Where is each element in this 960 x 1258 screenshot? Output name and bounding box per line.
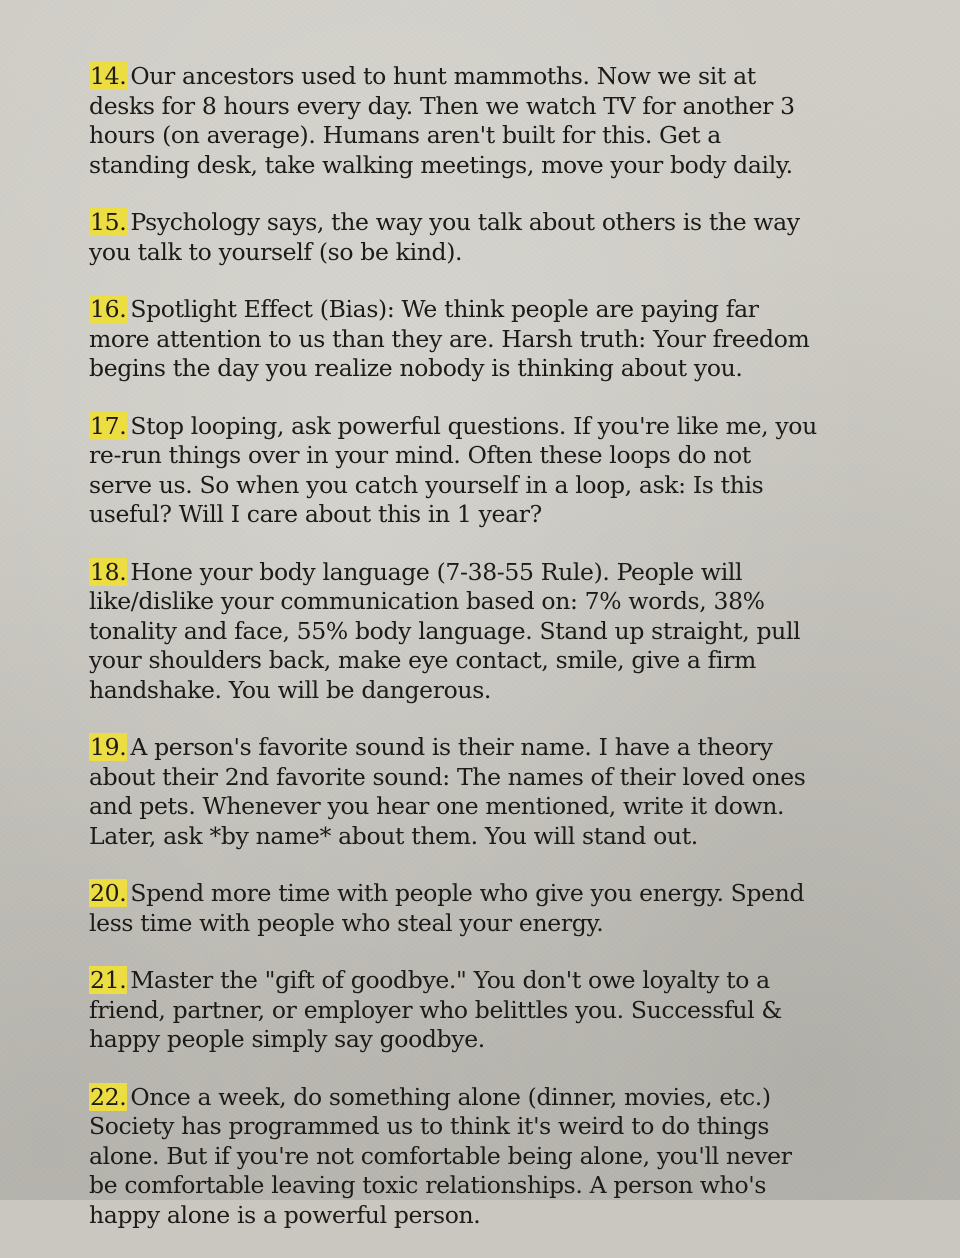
tip-22 [89, 1083, 889, 1231]
tip-line: useful? Will I care about this in 1 year? [89, 500, 542, 528]
tip-line: like/dislike your communication based on: 7% words, 38% [89, 587, 765, 615]
tip-line: 19. A person's favorite sound is their name. I have a theory [90, 733, 773, 761]
tip-line: serve us. So when you catch yourself in a loop, ask: Is this [89, 470, 764, 499]
tip-15 [89, 208, 889, 267]
tip-line: about their 2nd favorite sound: The names of their loved ones [89, 762, 806, 791]
tip-line: happy alone is a powerful person. [89, 1200, 481, 1229]
tip-21 [89, 966, 889, 1055]
tip-line: Later, ask *by name* about them. You will stand out. [89, 821, 698, 850]
tips-list [89, 62, 889, 1258]
tip-line: hours (on average). Humans aren't built for this. Get a [89, 121, 721, 149]
tip-line: and pets. Whenever you hear one mentioned, write it down. [89, 792, 785, 820]
tip-14 [89, 62, 889, 180]
tip-line: be comfortable leaving toxic relationships. A person who's [89, 1171, 767, 1199]
tip-line: 20. Spend more time with people who give you energy. Spend [90, 879, 805, 907]
tip-line: 22. Once a week, do something alone (dinner, movies, etc.) [90, 1082, 771, 1111]
tip-line: 18. Hone your body language (7-38-55 Rule). People will [90, 557, 743, 586]
tip-line: re-run things over in your mind. Often these loops do not [89, 441, 751, 469]
tip-19 [89, 733, 889, 851]
tip-number-highlight: 22. [90, 1082, 127, 1111]
tip-number-highlight: 21. [90, 966, 127, 994]
tip-18 [89, 558, 889, 706]
tip-line: more attention to us than they are. Harsh truth: Your freedom [89, 324, 810, 353]
tip-line: tonality and face, 55% body language. Stand up straight, pull [89, 616, 801, 645]
tip-line: standing desk, take walking meetings, move your body daily. [89, 150, 793, 179]
tip-16 [89, 295, 889, 384]
tip-line: Society has programmed us to think it's weird to do things [89, 1112, 770, 1140]
tip-line: alone. But if you're not comfortable being alone, you'll never [89, 1141, 792, 1170]
tip-number-highlight: 18. [90, 557, 127, 586]
tip-line: happy people simply say goodbye. [89, 1025, 485, 1053]
tip-number-highlight: 14. [90, 62, 127, 90]
tip-17 [89, 412, 889, 530]
tip-line: you talk to yourself (so be kind). [89, 237, 463, 266]
tip-line: 14. Our ancestors used to hunt mammoths. Now we sit at [90, 62, 756, 90]
tip-number-highlight: 17. [90, 411, 127, 440]
tip-line: your shoulders back, make eye contact, smile, give a firm [89, 646, 756, 674]
tip-line: handshake. You will be dangerous. [89, 675, 492, 704]
tip-line: less time with people who steal your energy. [89, 908, 604, 937]
tip-line: 17. Stop looping, ask powerful questions. If you're like me, you [90, 411, 817, 440]
tip-line: friend, partner, or employer who belittles you. Successful & [89, 995, 782, 1024]
tip-number-highlight: 15. [90, 208, 127, 236]
tip-line: 21. Master the "gift of goodbye." You don't owe loyalty to a [90, 966, 770, 994]
tip-number-highlight: 20. [90, 879, 127, 907]
tip-number-highlight: 16. [90, 295, 127, 323]
tip-line: desks for 8 hours every day. Then we watch TV for another 3 [89, 91, 795, 120]
tip-number-highlight: 19. [90, 733, 127, 761]
tip-20 [89, 879, 889, 938]
tip-line: 15. Psychology says, the way you talk about others is the way [90, 208, 800, 236]
tip-line: 16. Spotlight Effect (Bias): We think people are paying far [90, 295, 759, 323]
tip-line: begins the day you realize nobody is thinking about you. [89, 354, 743, 382]
